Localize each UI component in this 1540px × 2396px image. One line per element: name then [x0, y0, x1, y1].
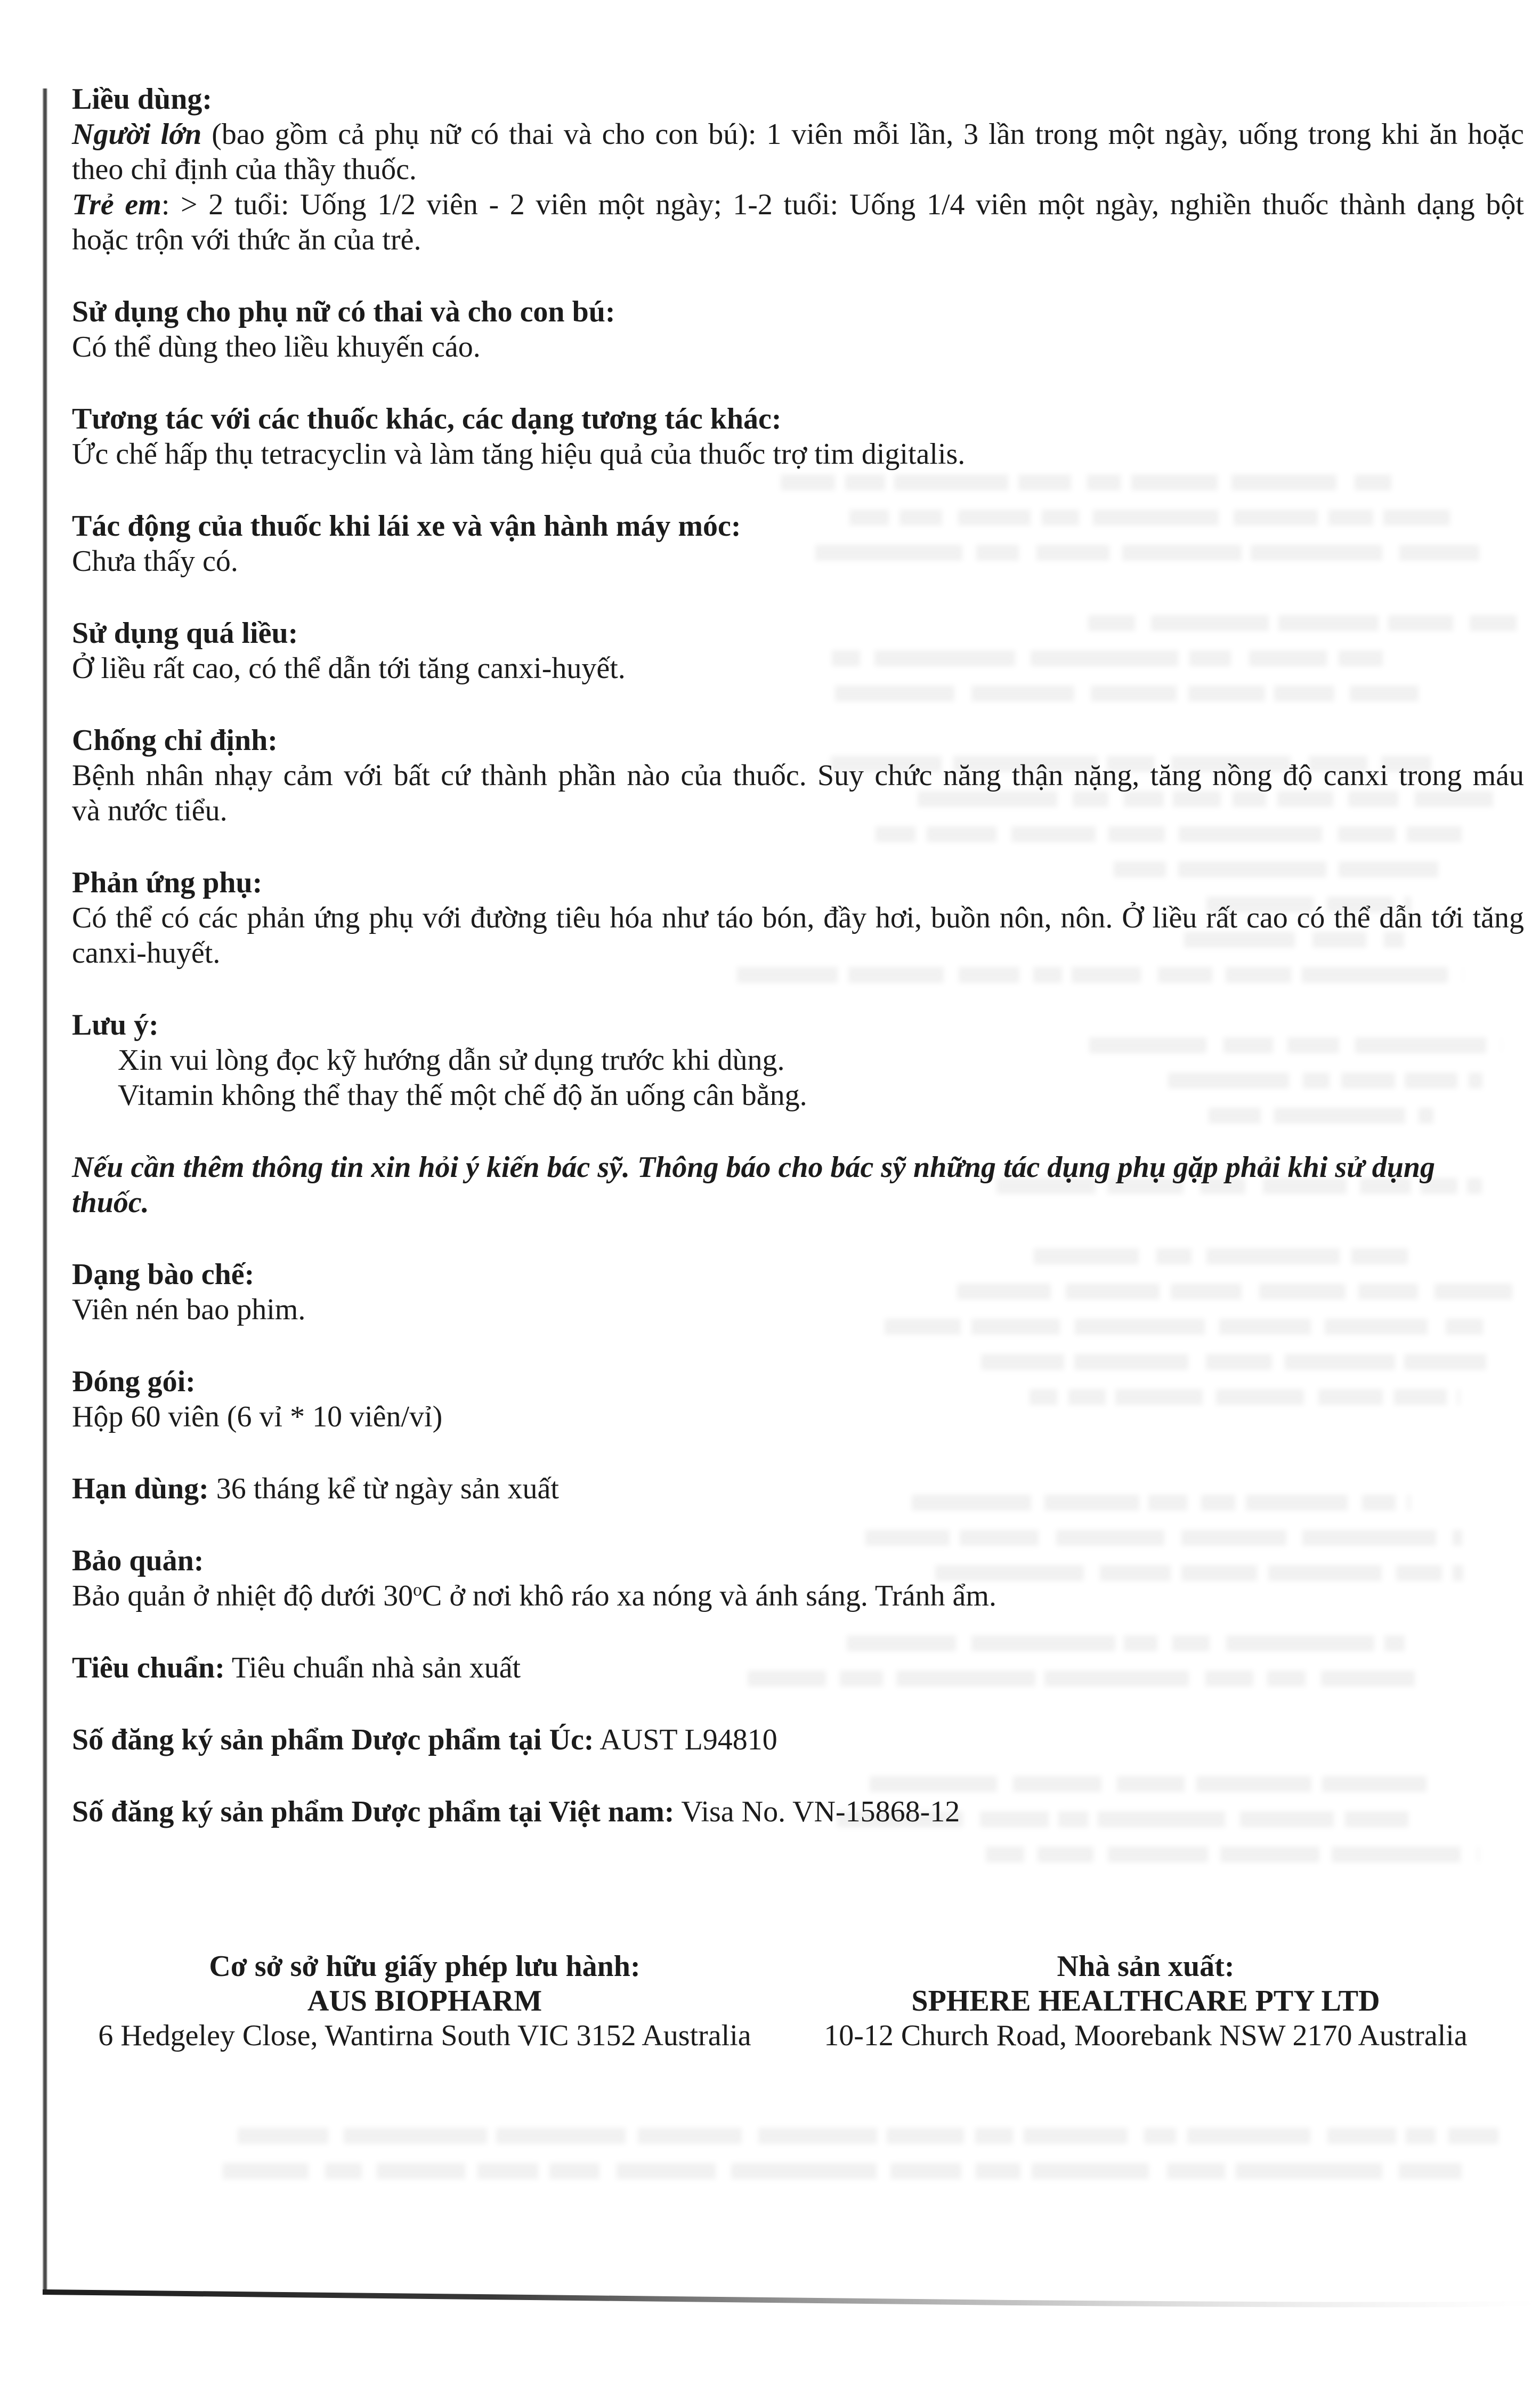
notes-line-2: Vitamin không thể thay thế một chế độ ăn uống cân bằng. [118, 1079, 807, 1112]
section-driving [72, 509, 1524, 579]
section-storage [72, 1543, 1524, 1614]
dosage-children-line-2: hoặc trộn với thức ăn của trẻ. [72, 223, 422, 256]
shelf-life-value: 36 tháng kể từ ngày sản xuất [208, 1472, 559, 1505]
notes-line-1: Xin vui lòng đọc kỹ hướng dẫn sử dụng trước khi dùng. [118, 1044, 785, 1077]
standard-label: Tiêu chuẩn: [72, 1651, 225, 1684]
manufacturer-address: 10-12 Church Road, Moorebank NSW 2170 Australia [824, 2019, 1468, 2052]
contraindications-line-2: và nước tiểu. [72, 794, 228, 827]
degree-sign: o [413, 1580, 422, 1600]
section-dosage [72, 82, 1524, 257]
adults-label: Người lớn [72, 118, 202, 151]
leaflet-footer [0, 1949, 1540, 2056]
pregnancy-text: Có thể dùng theo liều khuyến cáo. [72, 330, 481, 364]
standard-line [72, 1650, 1524, 1685]
manufacturer-block [789, 1949, 1503, 2053]
dosage-adults-line-2: theo chỉ định của thầy thuốc. [72, 153, 417, 186]
leaflet-body [72, 82, 1524, 1829]
registration-australia-line [72, 1722, 1524, 1757]
dosage-form-text: Viên nén bao phim. [72, 1293, 306, 1326]
contraindications-line-1: Bệnh nhân nhạy cảm với bất cứ thành phần nào của thuốc. Suy chức năng thận nặng, tăng nồng độ canxi trong máu [72, 759, 1524, 792]
interactions-heading: Tương tác với các thuốc khác, các dạng tương tác khác: [72, 402, 782, 435]
pregnancy-heading: Sử dụng cho phụ nữ có thai và cho con bú: [72, 295, 615, 328]
license-holder-heading: Cơ sở sở hữu giấy phép lưu hành: [209, 1950, 641, 1983]
license-holder-name: AUS BIOPHARM [307, 1984, 542, 2018]
page-bottom-edge-shadow [0, 2276, 1540, 2319]
storage-text [72, 1578, 1524, 1614]
section-standard [72, 1650, 1524, 1685]
shelf-life-line [72, 1471, 1524, 1506]
dosage-adults-line-1 [72, 117, 1524, 152]
section-contraindications [72, 723, 1524, 828]
dosage-form-heading: Dạng bào chế: [72, 1258, 255, 1291]
children-label: Trẻ em [72, 188, 161, 221]
side-effects-heading: Phản ứng phụ: [72, 866, 263, 899]
packaging-heading: Đóng gói: [72, 1365, 196, 1398]
notes-heading: Lưu ý: [72, 1009, 159, 1042]
side-effects-line-1: Có thể có các phản ứng phụ với đường tiêu hóa như táo bón, đầy hơi, buồn nôn, nôn. Ở liều rất cao có thể dẫn tới tăng [72, 901, 1524, 934]
manufacturer-name: SPHERE HEALTHCARE PTY LTD [911, 1984, 1380, 2018]
dosage-heading: Liều dùng: [72, 83, 212, 116]
section-registration-australia [72, 1722, 1524, 1757]
section-shelf-life [72, 1471, 1524, 1506]
section-advice [72, 1150, 1524, 1220]
section-overdose [72, 616, 1524, 686]
registration-vietnam-label: Số đăng ký sản phẩm Dược phẩm tại Việt nam: [72, 1795, 675, 1828]
standard-value: Tiêu chuẩn nhà sản xuất [224, 1651, 521, 1684]
driving-heading: Tác động của thuốc khi lái xe và vận hành máy móc: [72, 510, 741, 543]
registration-vietnam-value: Visa No. VN-15868-12 [674, 1795, 960, 1828]
side-effects-line-2: canxi-huyết. [72, 937, 221, 970]
section-pregnancy [72, 294, 1524, 365]
section-side-effects [72, 865, 1524, 971]
registration-australia-label: Số đăng ký sản phẩm Dược phẩm tại Úc: [72, 1723, 594, 1756]
registration-vietnam-line [72, 1794, 1524, 1829]
storage-text-before: Bảo quản ở nhiệt độ dưới 30 [72, 1579, 414, 1612]
advice-line-1: Nếu cần thêm thông tin xin hỏi ý kiến bác sỹ. Thông báo cho bác sỹ những tác dụng phụ gặp phải khi sử dụng [72, 1151, 1436, 1184]
overdose-heading: Sử dụng quá liều: [72, 617, 298, 650]
section-registration-vietnam [72, 1794, 1524, 1829]
shelf-life-label: Hạn dùng: [72, 1472, 209, 1505]
license-holder-block [52, 1949, 798, 2053]
driving-text: Chưa thấy có. [72, 545, 238, 578]
packaging-text: Hộp 60 viên (6 vỉ * 10 viên/vỉ) [72, 1400, 443, 1433]
advice-line-2: thuốc. [72, 1186, 149, 1219]
children-text: : > 2 tuổi: Uống 1/2 viên - 2 viên một ngày; 1-2 tuổi: Uống 1/4 viên một ngày, nghiền thuốc thành dạng bột [161, 188, 1524, 221]
section-dosage-form [72, 1257, 1524, 1327]
section-notes [72, 1007, 1524, 1113]
registration-australia-value: AUST L94810 [594, 1723, 777, 1756]
section-interactions [72, 401, 1524, 472]
contraindications-heading: Chống chỉ định: [72, 724, 278, 757]
overdose-text: Ở liều rất cao, có thể dẫn tới tăng canxi-huyết. [72, 652, 626, 685]
adults-text: (bao gồm cả phụ nữ có thai và cho con bú): 1 viên mỗi lần, 3 lần trong một ngày, uống trong khi ăn hoặc [201, 118, 1524, 151]
storage-heading: Bảo quản: [72, 1544, 204, 1577]
dosage-children-line-1 [72, 187, 1524, 222]
section-packaging [72, 1364, 1524, 1434]
storage-text-after: C ở nơi khô ráo xa nóng và ánh sáng. Tránh ẩm. [422, 1579, 996, 1612]
license-holder-address: 6 Hedgeley Close, Wantirna South VIC 3152 Australia [98, 2019, 751, 2052]
interactions-text: Ức chế hấp thụ tetracyclin và làm tăng hiệu quả của thuốc trợ tim digitalis. [72, 438, 966, 471]
manufacturer-heading: Nhà sản xuất: [1057, 1950, 1235, 1983]
